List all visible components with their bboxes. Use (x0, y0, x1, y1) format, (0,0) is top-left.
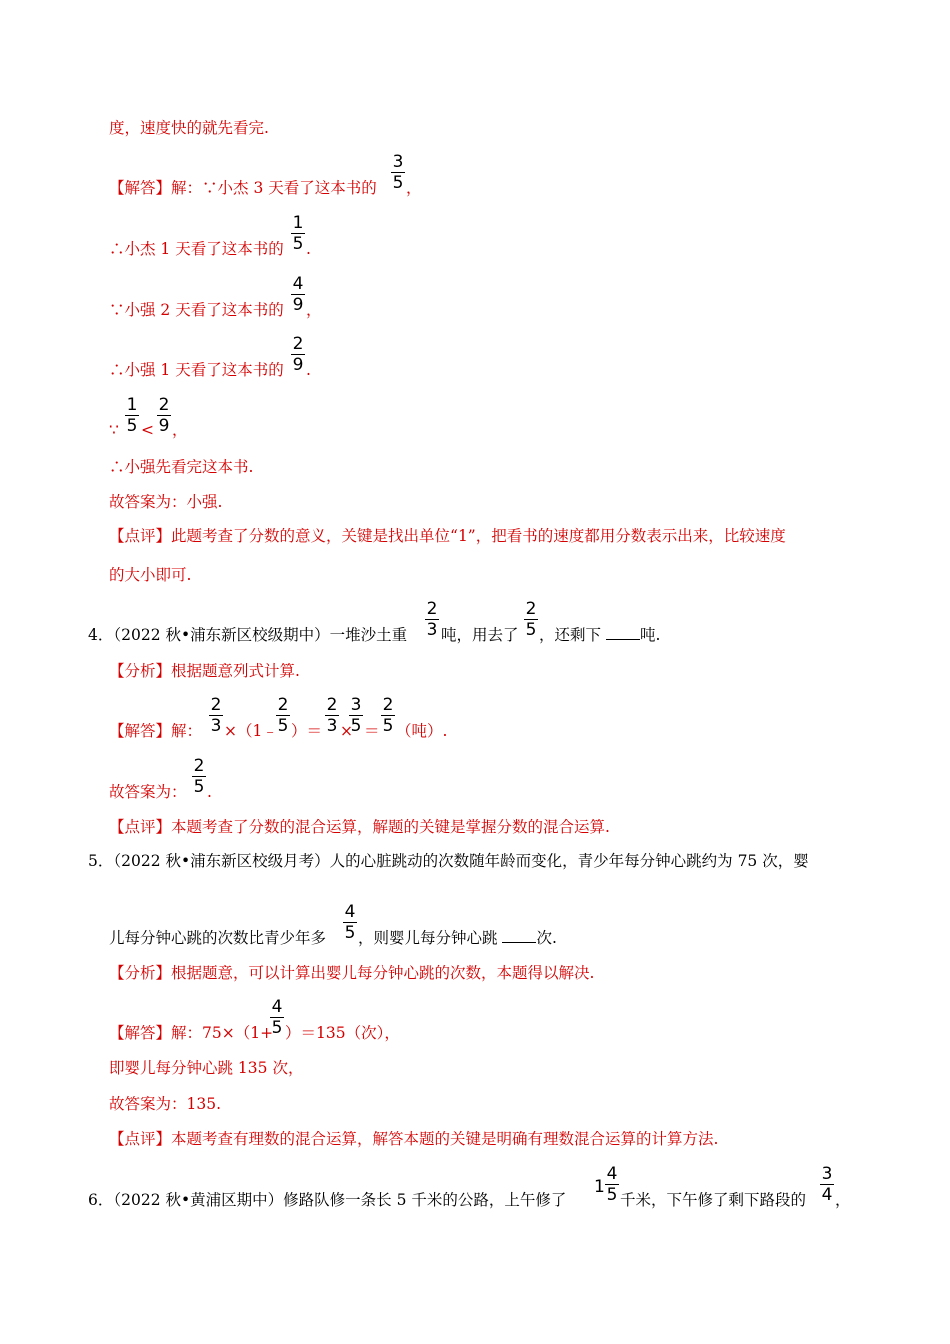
numerator: 1 (126, 395, 138, 415)
text: 吨，用去了 (441, 626, 519, 644)
question-number: 5． (88, 852, 114, 870)
denominator: 3 (210, 716, 222, 736)
text-line: ∴小强 1 天看了这本书的 (109, 361, 284, 379)
analysis-line (109, 963, 594, 983)
denominator: 5 (277, 716, 289, 736)
punct: . (207, 783, 212, 801)
punct: ， (835, 1191, 851, 1209)
text-line: ∵小强 2 天看了这本书的 (109, 301, 284, 319)
punct: . (306, 361, 311, 379)
fraction (343, 903, 357, 942)
punct: ， (306, 301, 322, 319)
denominator: 5 (193, 777, 205, 797)
question-text: （2022 秋•浦东新区校级月考）人的心脏跳动的次数随年龄而变化，青少年每分钟心跳约为 75 次，婴 (113, 852, 809, 870)
fraction (381, 696, 395, 735)
text: 本题考查有理数的混合运算，解答本题的关键是明确有理数混合运算的计算方法. (171, 1130, 719, 1148)
tag-comment: 【点评】 (109, 527, 172, 545)
text: × (340, 722, 353, 740)
fraction (270, 998, 284, 1037)
numerator: 2 (210, 695, 222, 715)
question-text: （2022 秋•浦东新区校级期中）一堆沙土重 (113, 626, 408, 644)
text-line: 即婴儿每分钟心跳 135 次， (109, 1059, 304, 1077)
fraction (192, 757, 206, 796)
denominator: 5 (525, 620, 537, 640)
numerator: 2 (525, 599, 537, 619)
numerator: 3 (350, 695, 362, 715)
mixed-number-whole: 1 (594, 1177, 605, 1197)
numerator: 2 (326, 695, 338, 715)
fraction (325, 696, 339, 735)
denominator: 3 (426, 620, 438, 640)
text-line: 的大小即可. (109, 566, 192, 584)
fraction (276, 696, 290, 735)
fraction (820, 1165, 834, 1204)
numerator: 3 (821, 1164, 833, 1184)
text: ）＝ (291, 722, 323, 740)
text: 此题考查了分数的意义，关键是找出单位“1”，把看书的速度都用分数表示出来，比较速度 (171, 527, 786, 545)
text: 本题考查了分数的混合运算，解题的关键是掌握分数的混合运算. (171, 818, 610, 836)
fraction (425, 600, 439, 639)
text-line: 故答案为：小强. (109, 493, 223, 511)
question-text (539, 625, 660, 645)
fraction (157, 396, 171, 435)
solution-line (109, 721, 202, 741)
punct: ， (406, 179, 422, 197)
tag-analysis: 【分析】 (109, 662, 172, 680)
tag-comment: 【点评】 (109, 818, 172, 836)
denominator: 5 (350, 716, 362, 736)
fraction (524, 600, 538, 639)
tag-solution: 【解答】 (109, 179, 172, 197)
numerator: 3 (392, 152, 404, 172)
question-text: 儿每分钟心跳的次数比青少年多 (109, 929, 327, 947)
answer-blank (606, 625, 640, 640)
denominator: 5 (344, 923, 356, 943)
text: 解：∵小杰 3 天看了这本书的 (171, 179, 377, 197)
comment-line (109, 817, 610, 837)
solution-line (109, 1023, 273, 1043)
question-number: 6． (88, 1191, 114, 1209)
tag-solution: 【解答】 (109, 722, 172, 740)
punct: . (306, 240, 311, 258)
comment-line (109, 526, 786, 546)
numerator: 4 (271, 997, 283, 1017)
fraction (291, 214, 305, 253)
fraction (605, 1165, 619, 1204)
denominator: 9 (292, 355, 304, 375)
text: 解：75×（1+ (171, 1024, 274, 1042)
analysis-line (109, 661, 300, 681)
text-line: 度，速度快的就先看完. (109, 119, 269, 137)
numerator: 4 (344, 902, 356, 922)
fraction (209, 696, 223, 735)
fraction (291, 335, 305, 374)
denominator: 5 (292, 234, 304, 254)
fraction (125, 396, 139, 435)
denominator: 4 (821, 1185, 833, 1205)
numerator: 4 (606, 1164, 618, 1184)
text: 千米，下午修了剩下路段的 (620, 1191, 807, 1209)
numerator: 2 (158, 395, 170, 415)
numerator: 1 (292, 213, 304, 233)
text: ×（1﹣ (224, 722, 278, 740)
text: ＝ (364, 722, 380, 740)
denominator: 5 (382, 716, 394, 736)
question-5 (88, 851, 809, 871)
fraction (349, 696, 363, 735)
question-number: 4． (88, 626, 114, 644)
numerator: 2 (277, 695, 289, 715)
text: 根据题意列式计算. (171, 662, 300, 680)
text: ，还剩下 (539, 626, 602, 644)
text: 吨. (639, 626, 661, 644)
question-4 (88, 625, 407, 645)
tag-comment: 【点评】 (109, 1130, 172, 1148)
text: 根据题意，可以计算出婴儿每分钟心跳的次数，本题得以解决. (171, 964, 595, 982)
numerator: 2 (292, 334, 304, 354)
denominator: 5 (606, 1185, 618, 1205)
denominator: 5 (392, 173, 404, 193)
text: ）＝135（次）， (285, 1024, 400, 1042)
question-6 (88, 1190, 566, 1210)
text: ，则婴儿每分钟心跳 (358, 929, 498, 947)
numerator: 2 (426, 599, 438, 619)
text-line: 故答案为：135. (109, 1095, 222, 1113)
denominator: 5 (271, 1018, 283, 1038)
text: 故答案为： (109, 783, 187, 801)
text: （吨）. (396, 722, 448, 740)
text-line: ∴小强先看完这本书. (109, 458, 254, 476)
tag-analysis: 【分析】 (109, 964, 172, 982)
numerator: 2 (193, 756, 205, 776)
text: ∵ (109, 421, 119, 439)
question-text (358, 928, 557, 948)
less-than: < (141, 421, 154, 439)
denominator: 3 (326, 716, 338, 736)
comment-line (109, 1129, 718, 1149)
solution-line (109, 178, 377, 198)
tag-solution: 【解答】 (109, 1024, 172, 1042)
numerator: 4 (292, 274, 304, 294)
numerator: 2 (382, 695, 394, 715)
punct: ， (172, 421, 188, 439)
question-text: （2022 秋•黄浦区期中）修路队修一条长 5 千米的公路，上午修了 (113, 1191, 567, 1209)
denominator: 9 (158, 416, 170, 436)
denominator: 5 (126, 416, 138, 436)
text-line: ∴小杰 1 天看了这本书的 (109, 240, 284, 258)
fraction (291, 275, 305, 314)
fraction (391, 153, 405, 192)
denominator: 9 (292, 295, 304, 315)
text: 解： (171, 722, 203, 740)
answer-blank (502, 928, 536, 943)
text: 次. (536, 929, 557, 947)
